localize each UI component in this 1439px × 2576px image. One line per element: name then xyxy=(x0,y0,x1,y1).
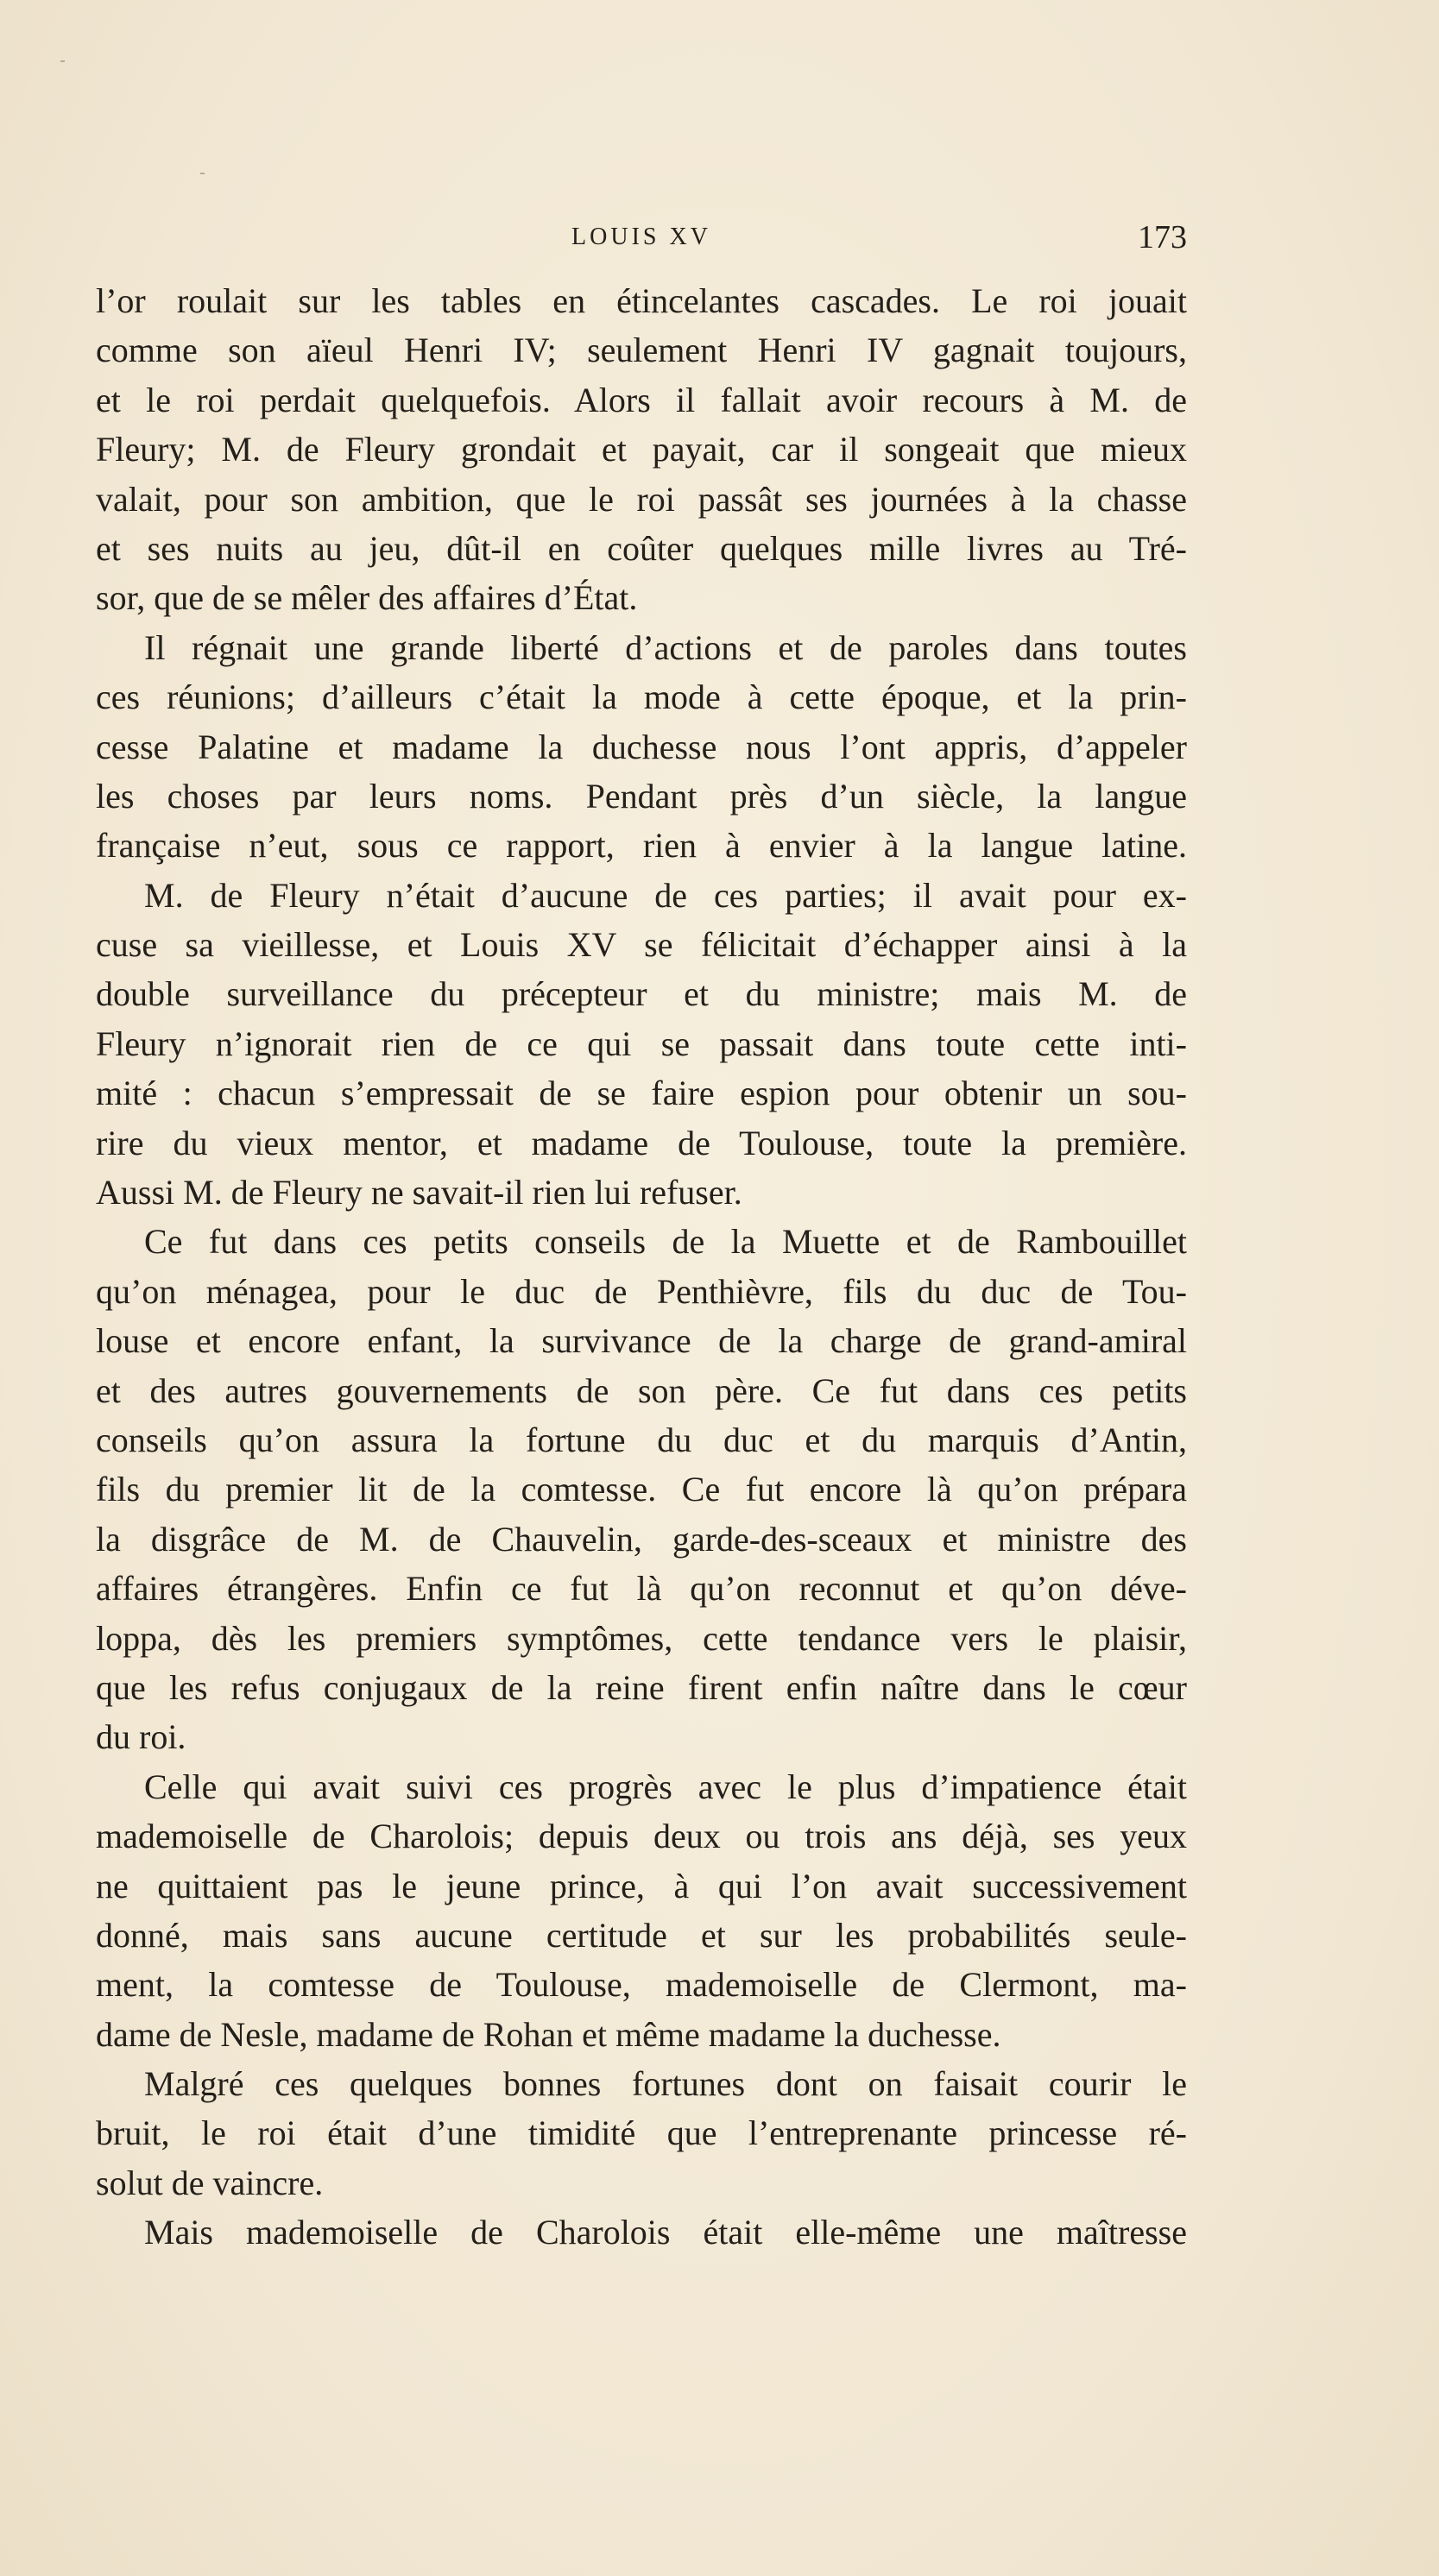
text-line: fils du premier lit de la comtesse. Ce fut encore là qu’on prépara xyxy=(96,1470,1187,1509)
text-line: l’or roulait sur les tables en étincelantes cascades. Le roi jouait xyxy=(96,281,1187,320)
text-line: Ce fut dans ces petits conseils de la Muette et de Rambouillet xyxy=(144,1222,1187,1262)
text-line: mité : chacun s’empressait de se faire espion pour obtenir un sou- xyxy=(96,1074,1187,1113)
text-line: donné, mais sans aucune certitude et sur les probabilités seule- xyxy=(96,1915,1187,1955)
text-line: cesse Palatine et madame la duchesse nous l’ont appris, d’appeler xyxy=(96,727,1187,766)
text-line: et ses nuits au jeu, dût-il en coûter quelques mille livres au Tré- xyxy=(96,528,1187,568)
text-line: et le roi perdait quelquefois. Alors il fallait avoir recours à M. de xyxy=(96,380,1187,419)
text-line: ne quittaient pas le jeune prince, à qui l’on avait successivement xyxy=(96,1866,1187,1905)
text-line: conseils qu’on assura la fortune du duc et du marquis d’Antin, xyxy=(96,1420,1187,1459)
text-line: bruit, le roi était d’une timidité que l’entreprenante princesse ré- xyxy=(96,2113,1187,2153)
text-line: sor, que de se mêler des affaires d’État. xyxy=(96,578,638,618)
text-line: ment, la comtesse de Toulouse, mademoiselle de Clermont, ma- xyxy=(96,1965,1187,2005)
margin-speck xyxy=(200,173,205,174)
text-line: ces réunions; d’ailleurs c’était la mode à cette époque, et la prin- xyxy=(96,677,1187,717)
text-line: double surveillance du précepteur et du ministre; mais M. de xyxy=(96,974,1187,1014)
text-line: du roi. xyxy=(96,1717,186,1757)
text-line: mademoiselle de Charolois; depuis deux ou trois ans déjà, ses yeux xyxy=(96,1817,1187,1856)
text-line: les choses par leurs noms. Pendant près d’un siècle, la langue xyxy=(96,776,1187,816)
text-line: loppa, dès les premiers symptômes, cette tendance vers le plaisir, xyxy=(96,1618,1187,1658)
running-title: LOUIS XV xyxy=(571,224,711,250)
running-head xyxy=(96,216,1187,259)
page-number: 173 xyxy=(1138,219,1187,255)
text-line: affaires étrangères. Enfin ce fut là qu’on reconnut et qu’on déve- xyxy=(96,1569,1187,1609)
margin-speck xyxy=(60,60,65,62)
text-line: et des autres gouvernements de son père. Ce fut dans ces petits xyxy=(96,1370,1187,1410)
text-line: que les refus conjugaux de la reine firent enfin naître dans le cœur xyxy=(96,1667,1187,1707)
text-line: Aussi M. de Fleury ne savait-il rien lui refuser. xyxy=(96,1173,742,1212)
text-line: Malgré ces quelques bonnes fortunes dont on faisait courir le xyxy=(144,2064,1187,2104)
text-line: Celle qui avait suivi ces progrès avec le plus d’impatience était xyxy=(144,1767,1187,1806)
text-line: cuse sa vieillesse, et Louis XV se félicitait d’échapper ainsi à la xyxy=(96,925,1187,965)
text-line: française n’eut, sous ce rapport, rien à envier à la langue latine. xyxy=(96,826,1187,866)
text-line: Mais mademoiselle de Charolois était elle-même une maîtresse xyxy=(144,2213,1187,2252)
text-line: valait, pour son ambition, que le roi passât ses journées à la chasse xyxy=(96,479,1187,519)
text-line: dame de Nesle, madame de Rohan et même madame la duchesse. xyxy=(96,2014,1001,2054)
text-line: solut de vaincre. xyxy=(96,2163,324,2202)
text-line: Fleury; M. de Fleury grondait et payait, car il songeait que mieux xyxy=(96,430,1187,469)
body-text xyxy=(96,276,1187,2258)
text-line: Il régnait une grande liberté d’actions et de paroles dans toutes xyxy=(144,627,1187,667)
text-line: Fleury n’ignorait rien de ce qui se passait dans toute cette inti- xyxy=(96,1023,1187,1063)
text-line: louse et encore enfant, la survivance de la charge de grand-amiral xyxy=(96,1321,1187,1361)
text-line: rire du vieux mentor, et madame de Toulouse, toute la première. xyxy=(96,1123,1187,1162)
text-line: comme son aïeul Henri IV; seulement Henri IV gagnait toujours, xyxy=(96,331,1187,370)
text-line: la disgrâce de M. de Chauvelin, garde-des-sceaux et ministre des xyxy=(96,1519,1187,1559)
text-line: qu’on ménagea, pour le duc de Penthièvre, fils du duc de Tou- xyxy=(96,1271,1187,1311)
text-line: M. de Fleury n’était d’aucune de ces parties; il avait pour ex- xyxy=(144,875,1187,915)
